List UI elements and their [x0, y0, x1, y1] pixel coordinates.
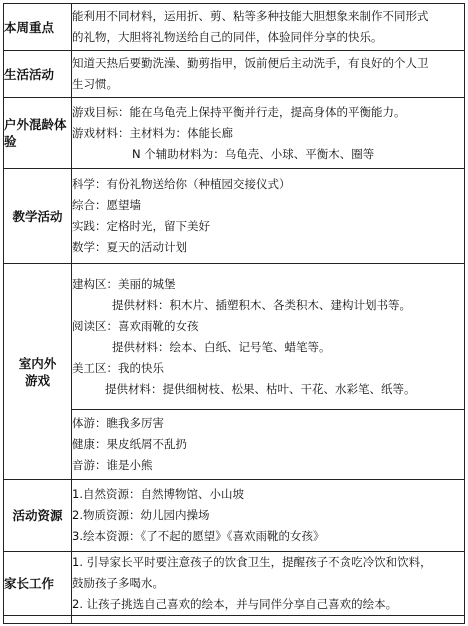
row-parents — [4, 552, 465, 616]
teaching-math: 数学：夏天的活动计划 — [72, 240, 187, 254]
resources-content — [72, 480, 465, 552]
life-line-1: 知道天热后要勤洗澡、勤剪指甲，饭前便后主动洗手，有良好的个人卫 — [72, 56, 429, 70]
outdoor-material: 游戏材料：主材料为：体能长廊 — [72, 125, 233, 140]
games-label-line-1: 室内外 — [18, 355, 57, 371]
reading-area: 阅读区：喜欢雨靴的女孩 — [72, 318, 199, 333]
life-line-2: 生习惯。 — [72, 77, 118, 91]
games-outdoor-content — [72, 410, 465, 480]
parents-content — [72, 552, 465, 616]
parents-line-1: 1. 引导家长平时要注意孩子的饮食卫生，提醒孩子不贪吃冷饮和饮料， — [72, 555, 432, 569]
sports-game: 体游：瞧我多厉害 — [72, 416, 164, 430]
trailing-cell-left — [4, 616, 72, 624]
trailing-cell-right — [72, 616, 465, 624]
games-indoor-content — [72, 264, 465, 410]
life-label: 生活活动 — [4, 51, 72, 98]
art-area: 美工区：我的快乐 — [72, 360, 164, 375]
construction-area: 建构区：美丽的城堡 — [72, 276, 176, 291]
material-resources: 2.物质资源：幼儿园内操场 — [72, 508, 210, 522]
reading-materials: 提供材料：绘本、白纸、记号笔、蜡笔等。 — [112, 339, 331, 354]
resources-label: 活动资源 — [4, 480, 72, 552]
row-focus — [4, 4, 465, 51]
games-label — [4, 264, 72, 480]
outdoor-label — [4, 98, 72, 169]
teaching-practice: 实践：定格时光，留下美好 — [72, 219, 210, 233]
row-outdoor — [4, 98, 465, 169]
teaching-content — [72, 169, 465, 264]
focus-line-1: 能利用不同材料，运用折、剪、粘等多种技能大胆想象来制作不同形式 — [72, 9, 429, 23]
games-label-line-2: 游戏 — [24, 372, 50, 388]
parents-line-2: 鼓励孩子多喝水。 — [72, 576, 164, 590]
construction-materials: 提供材料：积木片、插塑积木、各类积木、建构计划书等。 — [112, 297, 411, 312]
row-games-indoor — [4, 264, 465, 410]
teaching-integrated: 综合：愿望墙 — [72, 198, 141, 212]
row-games-outdoor — [4, 410, 465, 480]
focus-line-2: 的礼物，大胆将礼物送给自己的同伴，体验同伴分享的快乐。 — [72, 30, 383, 44]
outdoor-aux-material: N 个辅助材料为：乌龟壳、小球、平衡木、圈等 — [132, 146, 375, 161]
teaching-science: 科学：有份礼物送给你（种植园交接仪式） — [72, 177, 291, 191]
row-resources — [4, 480, 465, 552]
natural-resources: 1.自然资源：自然博物馆、小山坡 — [72, 487, 244, 501]
outdoor-content — [72, 98, 465, 169]
weekly-plan-table — [3, 3, 465, 624]
focus-content — [72, 4, 465, 51]
teaching-label: 教学活动 — [4, 169, 72, 264]
life-content — [72, 51, 465, 98]
parents-label: 家长工作 — [4, 552, 72, 616]
art-materials: 提供材料：提供细树枝、松果、枯叶、干花、水彩笔、纸等。 — [105, 381, 416, 396]
outdoor-label-line-2: 验 — [4, 134, 17, 149]
focus-label: 本周重点 — [4, 4, 72, 51]
health-game: 健康：果皮纸屑不乱扔 — [72, 437, 187, 451]
picture-book-resources: 3.绘本资源：《了不起的愿望》《喜欢雨靴的女孩》 — [72, 529, 325, 543]
parents-line-3: 2. 让孩子挑选自己喜欢的绘本，并与同伴分享自己喜欢的绘本。 — [72, 597, 398, 611]
outdoor-label-line-1: 户外混龄体 — [4, 117, 67, 132]
row-life — [4, 51, 465, 98]
row-teaching — [4, 169, 465, 264]
row-trailing — [4, 616, 465, 624]
music-game: 音游：谁是小熊 — [72, 458, 153, 472]
outdoor-goal: 游戏目标：能在乌龟壳上保持平衡并行走，提高身体的平衡能力。 — [72, 104, 406, 119]
